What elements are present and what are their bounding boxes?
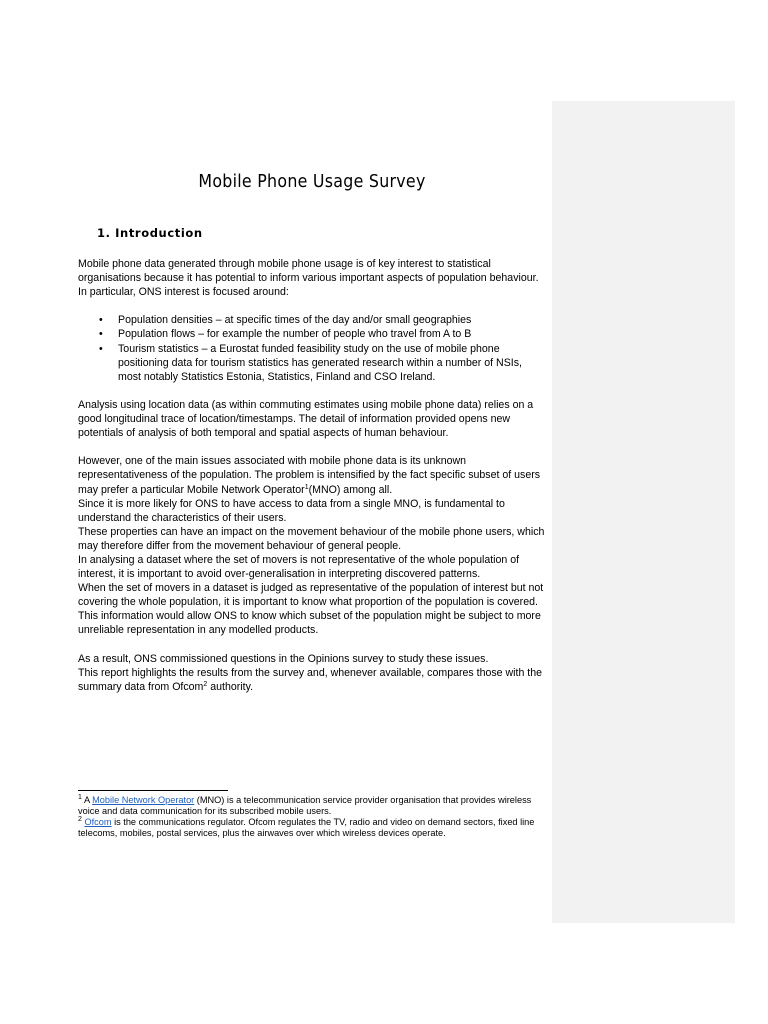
section-heading: 1. Introduction: [97, 226, 203, 240]
result-text: This report highlights the results from the survey and, whenever available, compares those with the summary data from Ofcom: [78, 666, 543, 693]
footnote-number: 2: [78, 816, 82, 823]
intro-paragraph: Mobile phone data generated through mobile phone usage is of key interest to statistical organisations because it has potential to inform various important aspects of population behaviour. In particular, ONS interest is focused around:: [78, 258, 539, 299]
footnotes: [78, 795, 548, 839]
result-line: As a result, ONS commissioned questions in the Opinions survey to study these issues.: [78, 652, 489, 665]
list-item: • Population densities – at specific times of the day and/or small geographies: [78, 313, 546, 327]
result-paragraph: [78, 666, 546, 694]
result-text-end: authority.: [207, 680, 254, 693]
footnote-separator: [78, 790, 228, 791]
issues-text: However, one of the main issues associated with mobile phone data is its unknown representativeness of the population. The problem is intensified by the fact specific subset of users may prefer a particular Mobile Network Operator: [78, 455, 541, 496]
document-title: Mobile Phone Usage Survey: [198, 171, 426, 192]
footnote-2: [78, 817, 548, 839]
ofcom-link[interactable]: Ofcom: [84, 817, 112, 827]
issues-line: This information would allow ONS to know which subset of the population might be subject to more unreliable representation in any modelled products.: [78, 610, 541, 637]
interest-list: [78, 313, 546, 383]
analysis-paragraph: Analysis using location data (as within commuting estimates using mobile phone data) relies on a good longitudinal trace of location/timestamps. The detail of information provided opens new potentials of analysis of both temporal and spatial aspects of human behaviour.: [78, 398, 534, 440]
document-body: [78, 257, 546, 694]
comment-margin-panel: [552, 101, 735, 923]
issues-text-end: (MNO) among all.: [308, 483, 393, 496]
footnote-ref-2[interactable]: 2: [203, 680, 208, 688]
issues-line: When the set of movers in a dataset is judged as representative of the population of interest but not covering the whole population, it is important to know what proportion of the population is covered.: [78, 582, 544, 609]
footnote-number: 1: [78, 794, 82, 801]
footnote-ref-1[interactable]: 1: [304, 483, 309, 491]
footnote-text: A: [81, 795, 93, 805]
footnote-1: [78, 795, 548, 817]
issues-line: These properties can have an impact on the movement behaviour of the mobile phone users, which may therefore differ from the movement behaviour of general people.: [78, 525, 545, 552]
list-item: • Tourism statistics – a Eurostat funded feasibility study on the use of mobile phone positioning data for tourism statistics has generated research within a number of NSIs, most notably Statistics Estonia, Statistics, Finland and CSO Ireland.: [78, 342, 546, 384]
issues-line: Since it is more likely for ONS to have access to data from a single MNO, is fundamental to understand the characteristics of their users.: [78, 497, 505, 524]
mobile-network-operator-link[interactable]: Mobile Network Operator: [92, 795, 195, 805]
list-item: • Population flows – for example the number of people who travel from A to B: [78, 327, 546, 341]
issues-line: In analysing a dataset where the set of movers is not representative of the whole population of interest, it is important to avoid over-generalisation in interpreting discovered patterns.: [78, 553, 520, 581]
issues-paragraph: [78, 454, 546, 496]
footnote-text: is the communications regulator. Ofcom regulates the TV, radio and video on demand sectors, fixed line telecoms, mobiles, postal services, plus the airwaves over which wireless devices operate.: [78, 817, 535, 838]
footnote-text: (MNO) is a telecommunication service provider organisation that provides wireless voice and data communication for its subscribed mobile users.: [78, 795, 532, 816]
